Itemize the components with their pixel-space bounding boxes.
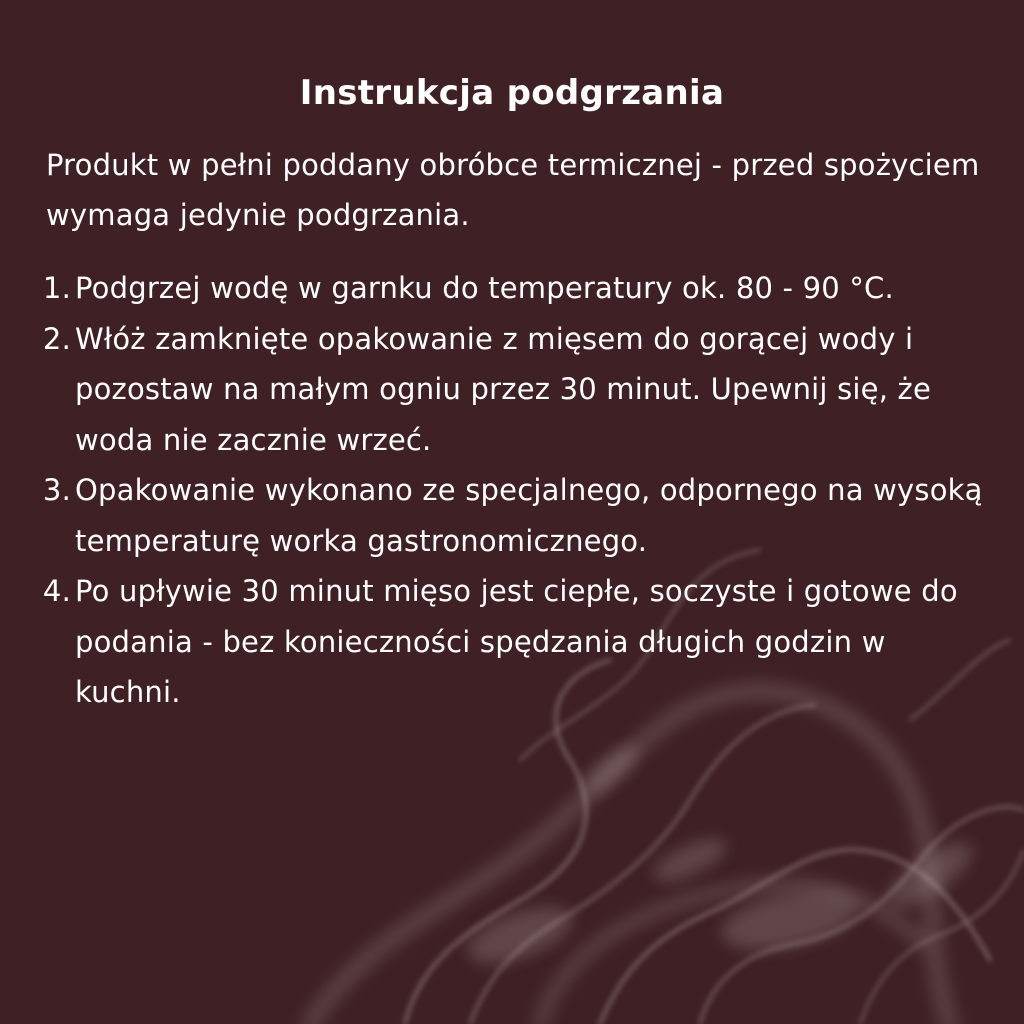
step-number: 3. — [42, 473, 71, 507]
step-text: Włóż zamknięte opakowanie z mięsem do gorącej wody i pozostaw na małym ogniu przez 30 minut. Upewnij się, że woda nie zacznie wrzeć. — [75, 321, 931, 457]
page-title: Instrukcja podgrzania — [299, 73, 725, 113]
step-text: Po upływie 30 minut mięso jest ciepłe, soczyste i gotowe do podania - bez konieczności spędzania długich godzin w kuchni. — [75, 574, 958, 709]
intro-text: Produkt w pełni poddany obróbce termicznej - przed spożyciem wymaga jedynie podgrzania. — [46, 148, 980, 232]
instruction-step-3 — [40, 465, 990, 566]
step-number: 1. — [42, 271, 71, 305]
step-text: Opakowanie wykonano ze specjalnego, odpornego na wysoką temperaturę worka gastronomicznego. — [75, 473, 983, 558]
instruction-step-2 — [40, 314, 990, 466]
step-number: 2. — [42, 321, 71, 356]
instruction-steps — [40, 263, 990, 718]
step-number: 4. — [42, 574, 71, 608]
instruction-step-1 — [40, 263, 990, 314]
step-text: Podgrzej wodę w garnku do temperatury ok. 80 - 90 °C. — [75, 271, 894, 305]
instruction-step-4 — [40, 566, 990, 718]
